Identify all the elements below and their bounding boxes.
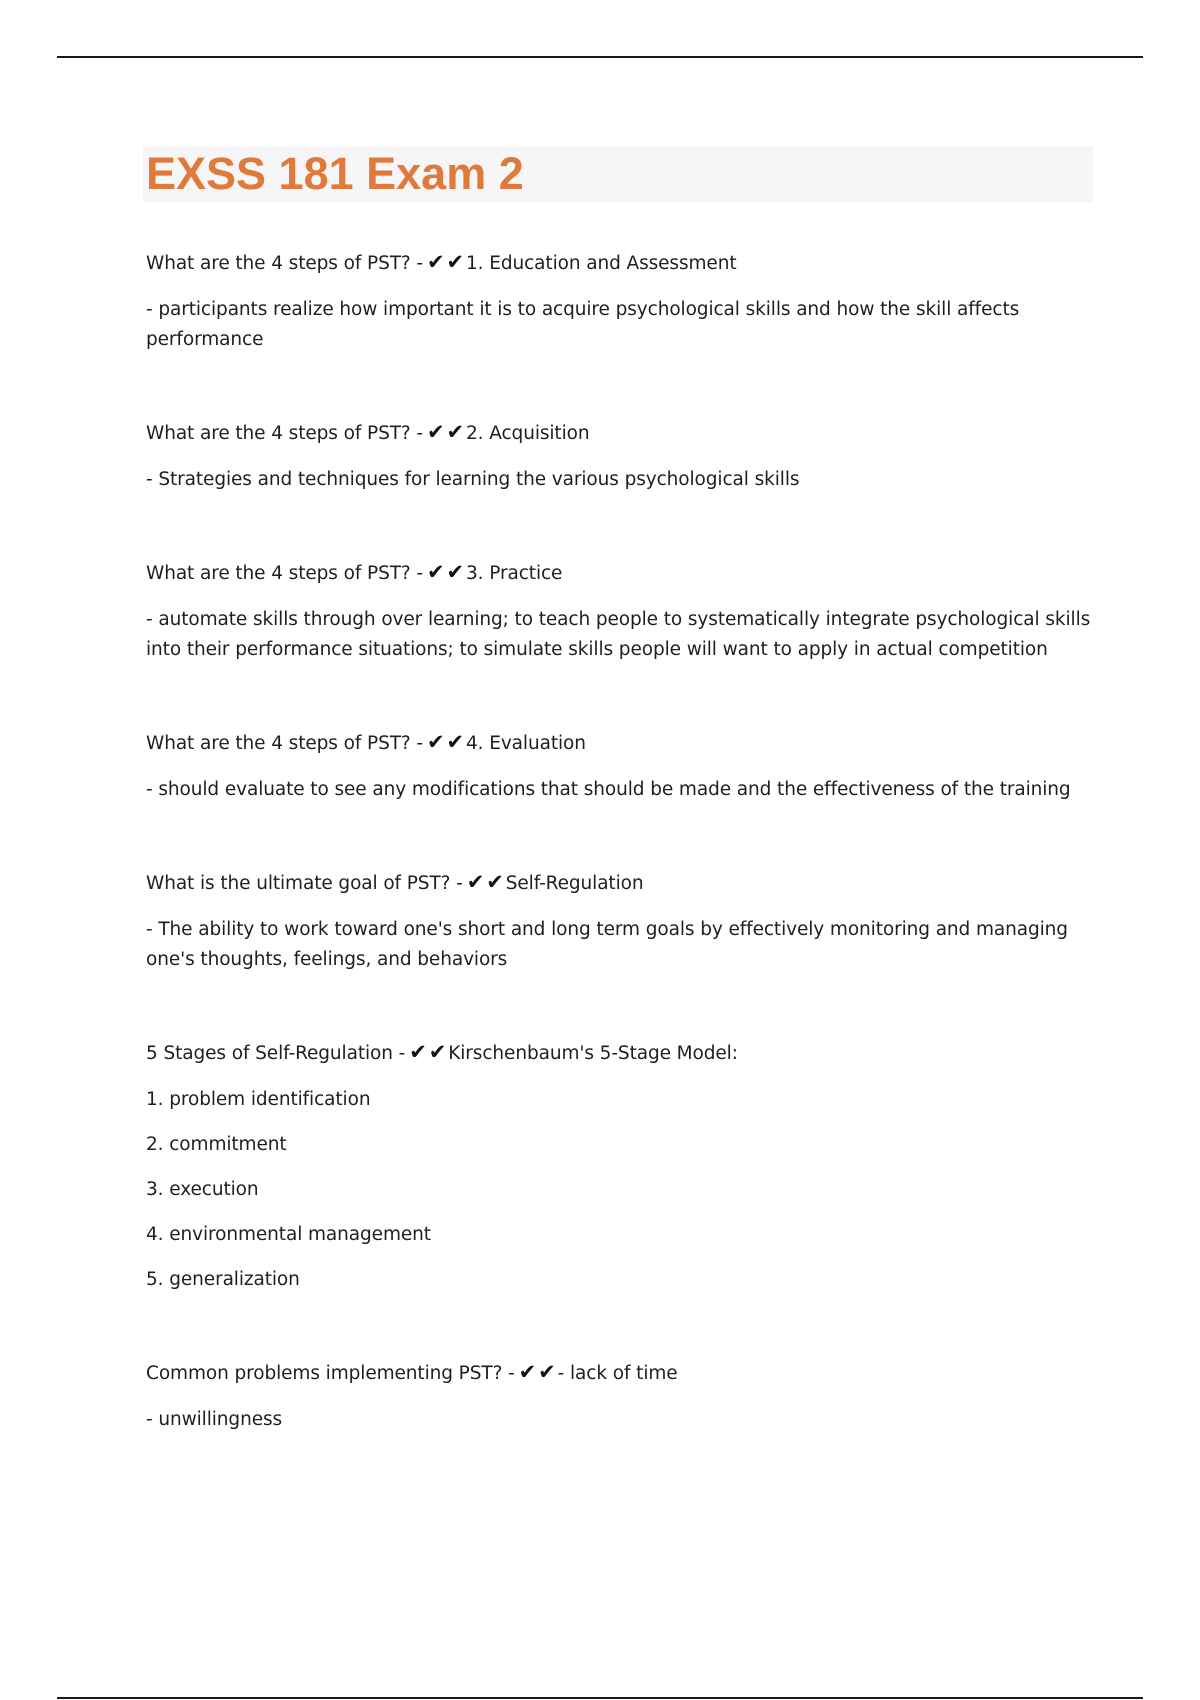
flashcard-question-line [146, 1037, 1096, 1069]
check-icon: ✔ [446, 250, 465, 274]
bottom-rule [57, 1697, 1143, 1699]
check-icon: ✔ [518, 1360, 537, 1384]
check-icon: ✔ [427, 420, 445, 444]
stage-list-item: 5. generalization [146, 1269, 300, 1290]
document-title: EXSS 181 Exam 2 [146, 148, 524, 199]
check-icon: ✔ [446, 420, 465, 444]
check-icon: ✔ [466, 870, 485, 894]
check-icon: ✔ [538, 1360, 556, 1384]
check-icon: ✔ [427, 730, 445, 754]
check-icon: ✔ [427, 250, 445, 274]
top-rule [57, 56, 1143, 58]
question-text: What are the 4 steps of PST? - [146, 253, 424, 274]
flashcard [146, 417, 1096, 495]
answer-text: 3. Practice [466, 563, 563, 584]
flashcard [146, 1357, 1096, 1435]
answer-text: Self-Regulation [505, 873, 644, 894]
flashcard [146, 557, 1096, 665]
answer-text: 2. Acquisition [466, 423, 590, 444]
check-icon: ✔ [446, 560, 465, 584]
answer-text: Kirschenbaum's 5-Stage Model: [448, 1043, 738, 1064]
question-text: What is the ultimate goal of PST? - [146, 873, 463, 894]
flashcard [146, 727, 1096, 805]
flashcard-question-line [146, 417, 1096, 449]
answer-detail: - automate skills through over learning; to teach people to systematically integrate psychological skills into their performance situations; to simulate skills people will want to apply in actual competition [146, 609, 1091, 660]
question-text: What are the 4 steps of PST? - [146, 423, 424, 444]
question-text: 5 Stages of Self-Regulation - [146, 1043, 406, 1064]
check-icon: ✔ [427, 560, 445, 584]
stage-list-item: 3. execution [146, 1179, 259, 1200]
answer-text: 1. Education and Assessment [466, 253, 737, 274]
stage-list-item: 2. commitment [146, 1134, 287, 1155]
flashcard-question-line [146, 247, 1096, 279]
check-icon: ✔ [409, 1040, 427, 1064]
flashcard-question-line [146, 867, 1096, 899]
flashcard [146, 867, 1096, 975]
flashcard [146, 1037, 1096, 1295]
check-icon: ✔ [486, 870, 504, 894]
check-icon: ✔ [428, 1040, 447, 1064]
flashcard-list [146, 247, 1096, 1435]
answer-detail: - should evaluate to see any modifications that should be made and the effectiveness of the training [146, 779, 1071, 800]
question-text: What are the 4 steps of PST? - [146, 733, 424, 754]
flashcard-question-line [146, 727, 1096, 759]
answer-detail: - The ability to work toward one's short and long term goals by effectively monitoring and managing one's thoughts, feelings, and behaviors [146, 919, 1068, 970]
check-icon: ✔ [446, 730, 465, 754]
answer-detail: - unwillingness [146, 1409, 283, 1430]
stage-list-item: 4. environmental management [146, 1224, 431, 1245]
answer-text: - lack of time [557, 1363, 678, 1384]
flashcard [146, 247, 1096, 355]
answer-detail: - participants realize how important it is to acquire psychological skills and how the skill affects performance [146, 299, 1020, 350]
flashcard-question-line [146, 1357, 1096, 1389]
answer-text: 4. Evaluation [466, 733, 586, 754]
flashcard-question-line [146, 557, 1096, 589]
question-text: What are the 4 steps of PST? - [146, 563, 424, 584]
stage-list-item: 1. problem identification [146, 1089, 371, 1110]
question-text: Common problems implementing PST? - [146, 1363, 515, 1384]
answer-detail: - Strategies and techniques for learning the various psychological skills [146, 469, 800, 490]
